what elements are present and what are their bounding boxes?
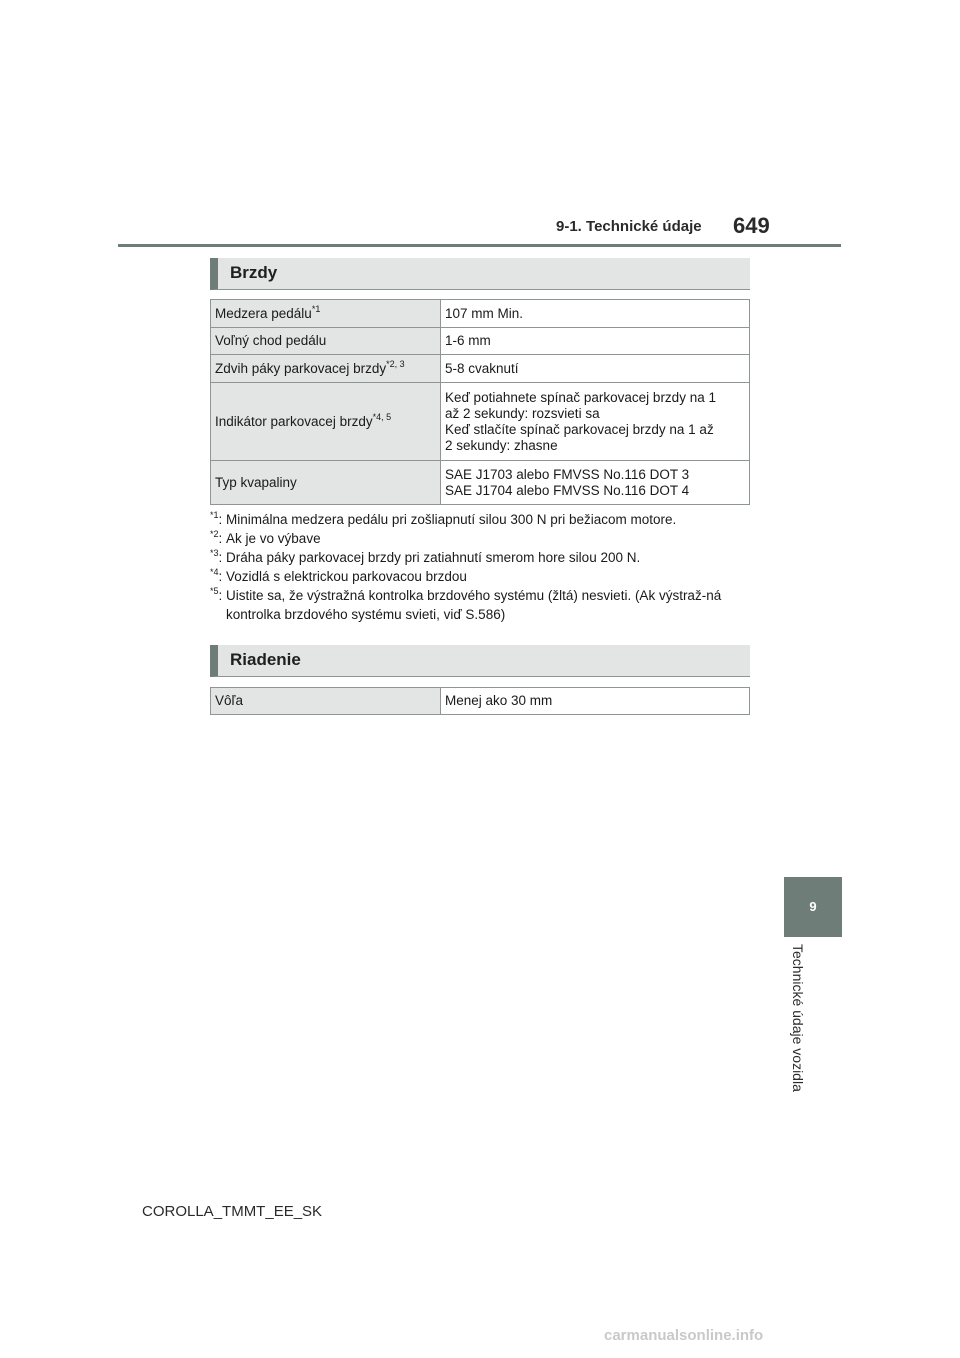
watermark: carmanualsonline.info [604,1327,764,1344]
row-key: Vôľa [211,688,441,715]
chapter-label: Technické údaje vozidla [790,944,806,1092]
footer-code: COROLLA_TMMT_EE_SK [142,1203,323,1220]
chapter-number: 9 [809,899,817,914]
footnote: $^{*1}$: Minimálna medzera pedálu pri zošliapnutí silou 300 N pri bežiacom motore. [210,510,677,527]
table-row [211,300,750,328]
section-title: 9-1. Technické údaje [556,218,702,235]
row-key: Zdvih páky parkovacej brzdy$^{*2, 3}$ [211,355,441,383]
steering-table [210,687,750,715]
brakes-heading-text: Brzdy [230,263,278,282]
table-row [211,328,750,355]
table-row [211,461,750,505]
row-value: 107 mm Min. [441,300,750,328]
footnote: $^{*4}$: Vozidlá s elektrickou parkovacou brzdou [210,567,467,584]
steering-heading-text: Riadenie [230,650,301,669]
row-key: Indikátor parkovacej brzdy$^{*4, 5}$ [211,383,441,461]
row-key: Typ kvapaliny [211,461,441,505]
row-value: 5-8 cvaknutí [441,355,750,383]
row-value: Keď potiahnete spínač parkovacej brzdy na 1 až 2 sekundy: rozsvieti sa Keď stlačíte spínač parkovacej brzdy na 1 až 2 sekundy: zhasne [441,383,750,461]
footnotes [210,510,755,624]
row-value: Menej ako 30 mm [441,688,750,715]
table-row [211,355,750,383]
brakes-table [210,299,750,505]
page-number: 649 [733,213,770,238]
header-divider [118,244,841,247]
steering-heading [210,645,750,677]
row-key: Voľný chod pedálu [211,328,441,355]
row-value: 1-6 mm [441,328,750,355]
footnote: $^{*3}$: Dráha páky parkovacej brzdy pri zatiahnutí smerom hore silou 200 N. [210,548,641,565]
brakes-heading [210,258,750,290]
table-row [211,383,750,461]
footnote: $^{*2}$: Ak je vo výbave [210,529,321,546]
row-key: Medzera pedálu$^{*1}$ [211,300,441,328]
row-value: SAE J1703 alebo FMVSS No.116 DOT 3 SAE J1704 alebo FMVSS No.116 DOT 4 [441,461,750,505]
table-row [211,688,750,715]
chapter-tab [784,877,842,937]
footnote: $^{*5}$: Uistite sa, že výstražná kontrolka brzdového systému (žltá) nesvieti. (Ak výstraž-ná kontrolka brzdového systému svieti, viď S.586) [210,586,722,622]
